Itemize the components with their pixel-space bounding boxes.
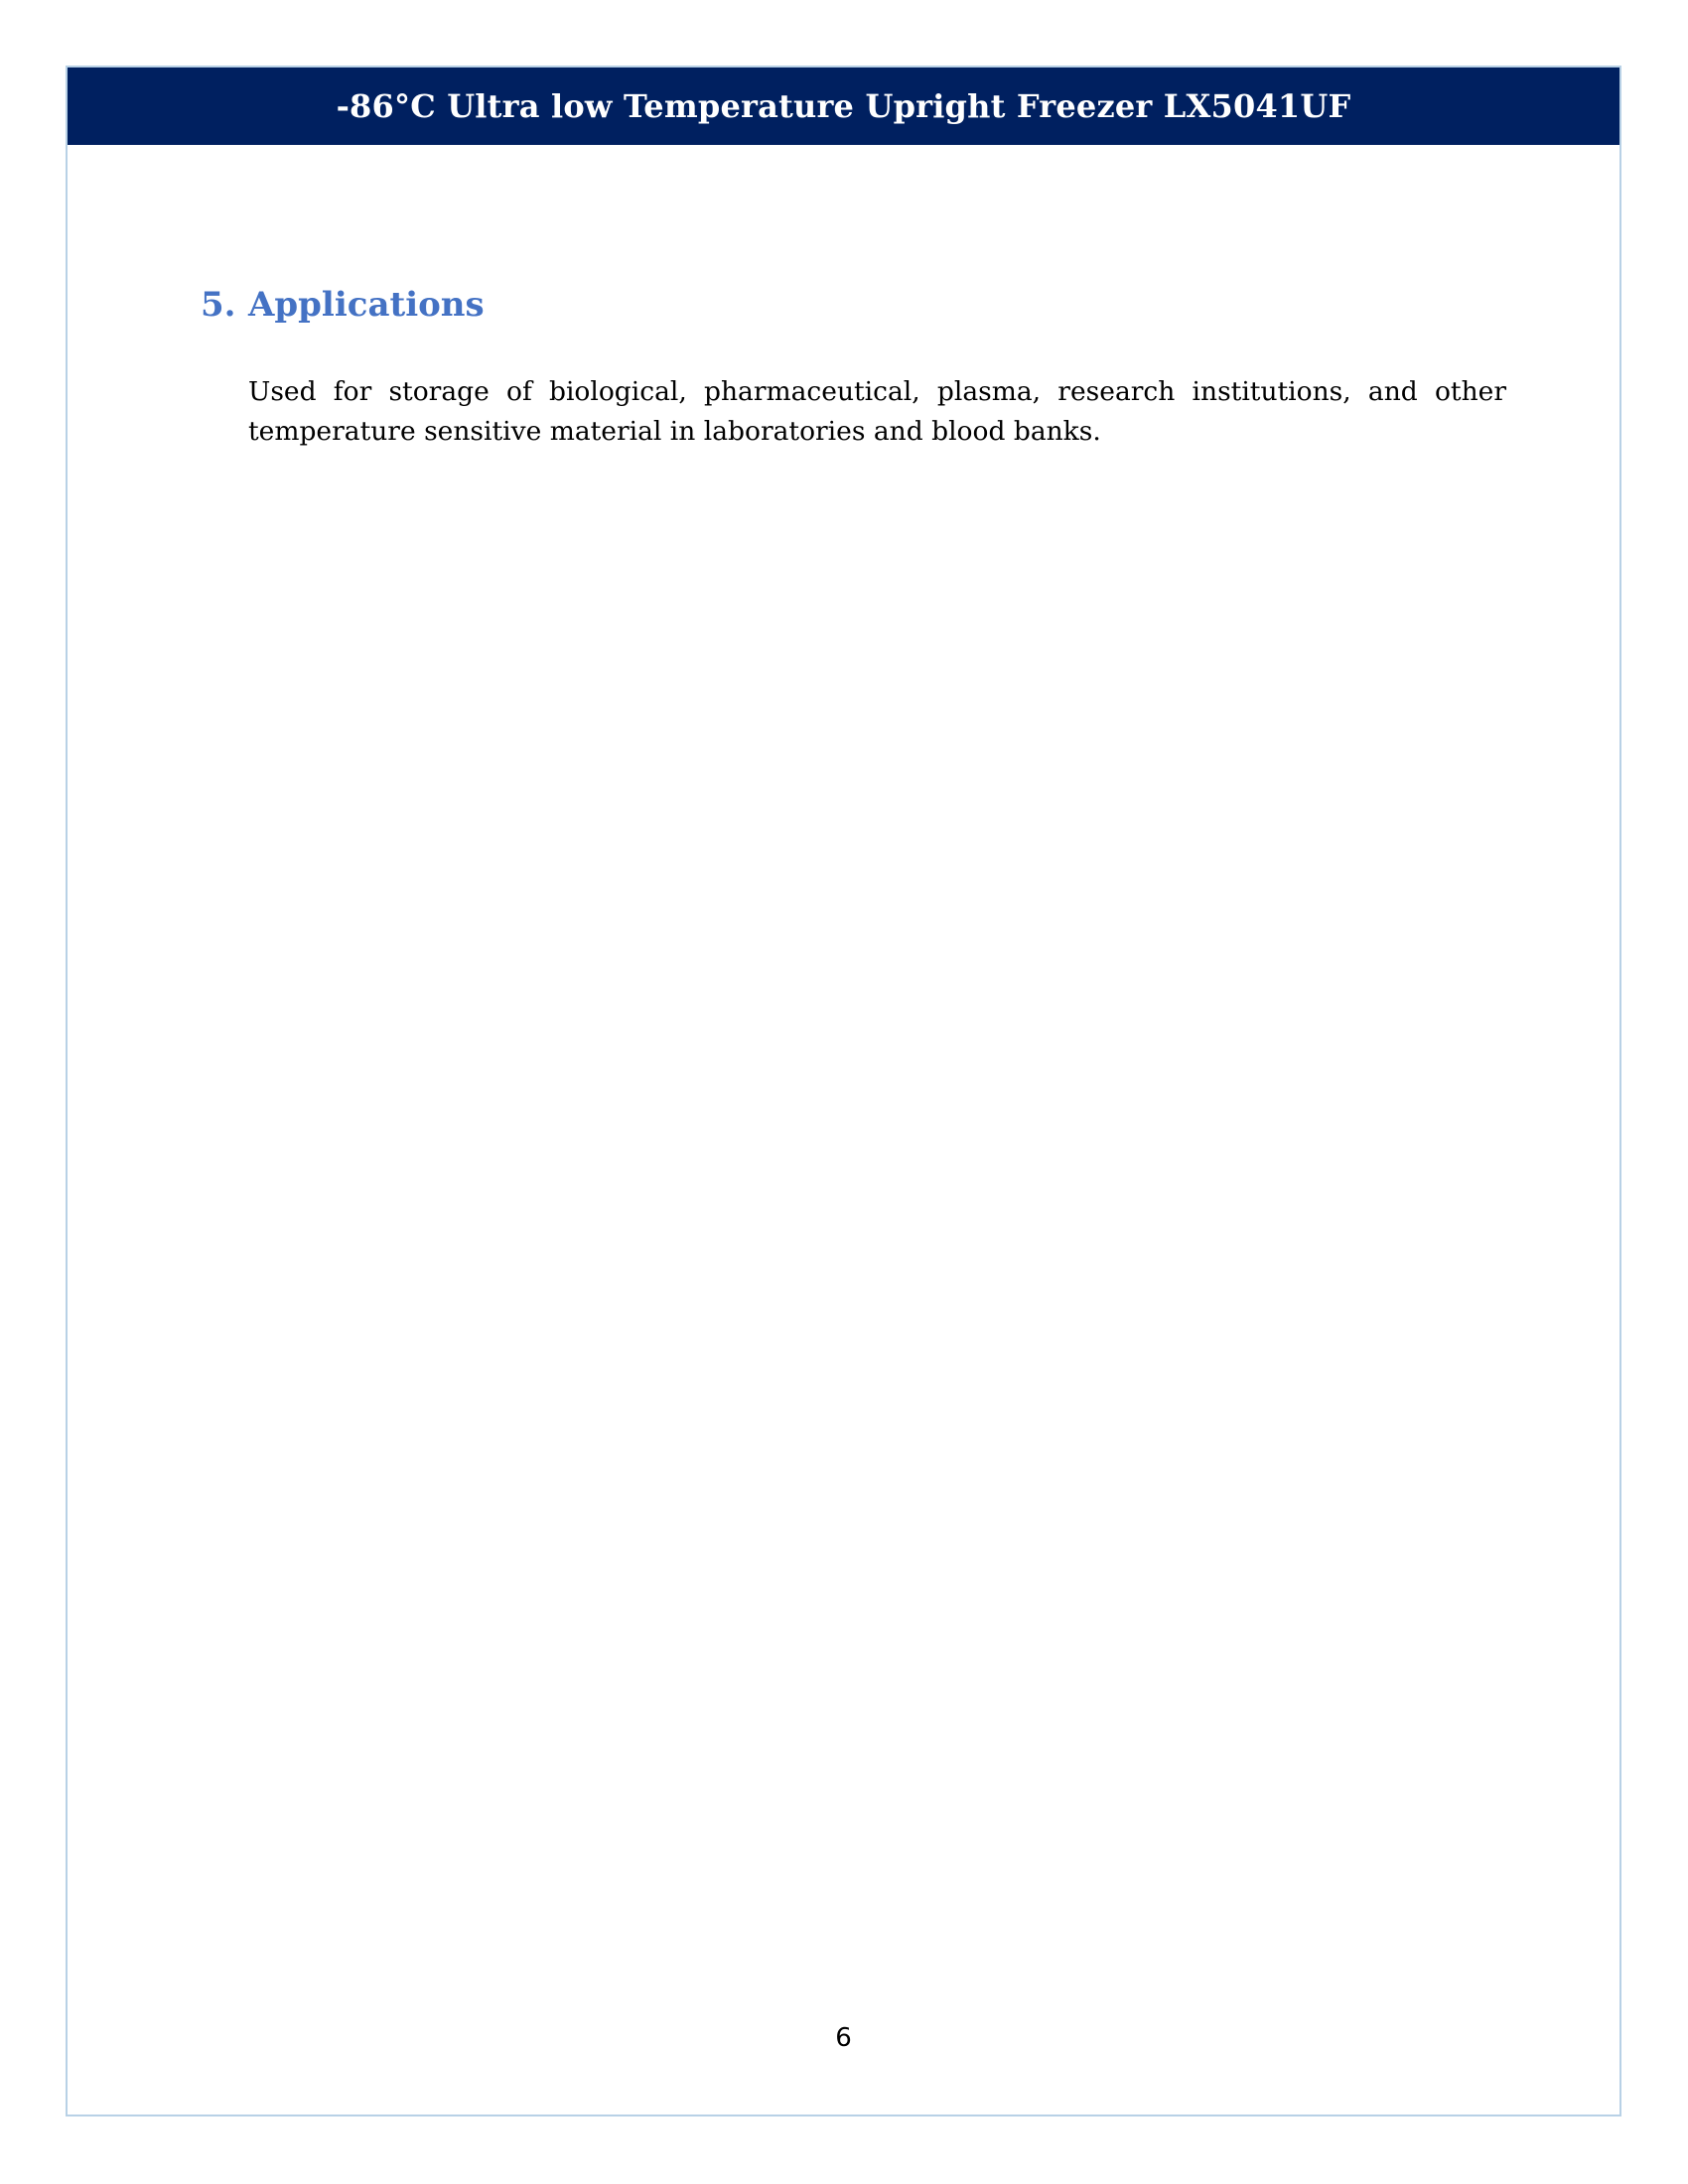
section-heading (201, 285, 485, 325)
section-number: 5. (201, 285, 236, 325)
section-body-text: Used for storage of biological, pharmaceutical, plasma, research institutions, and other temperature sensitive material in laboratories and blood banks. (248, 376, 1506, 447)
page-frame (66, 66, 1621, 2116)
section-title: Applications (248, 285, 485, 325)
document-title: -86°C Ultra low Temperature Upright Freezer LX5041UF (336, 87, 1351, 125)
header-bar (68, 68, 1619, 145)
page-number: 6 (835, 2023, 852, 2053)
